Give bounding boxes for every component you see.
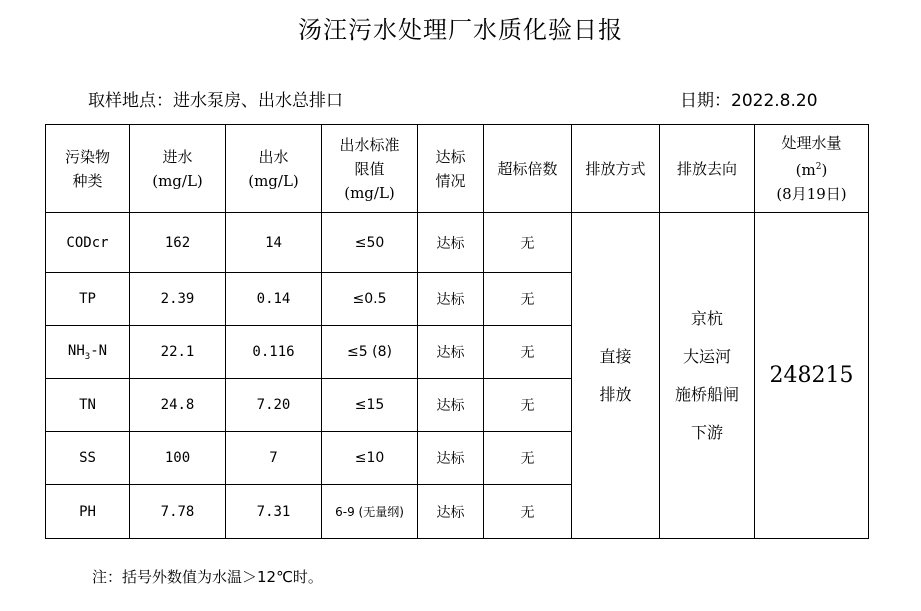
limit-cell: ≤10 bbox=[322, 432, 418, 485]
outflow-cell: 7.31 bbox=[226, 485, 322, 539]
pollutant-cell: PH bbox=[46, 485, 130, 539]
footnote: 注：括号外数值为水温＞12℃时。 bbox=[92, 568, 323, 586]
report-title: 汤汪污水处理厂水质化验日报 bbox=[298, 16, 623, 44]
water-quality-table bbox=[45, 124, 869, 539]
exceed-cell: 无 bbox=[484, 485, 572, 539]
pollutant-cell: SS bbox=[46, 432, 130, 485]
exceed-cell: 无 bbox=[484, 379, 572, 432]
inflow-cell: 22.1 bbox=[130, 326, 226, 379]
inflow-cell: 100 bbox=[130, 432, 226, 485]
discharge-destination-cell: 京杭 大运河 施桥船闸 下游 bbox=[660, 213, 755, 539]
report-date: 日期：2022.8.20 bbox=[680, 91, 818, 111]
pollutant-cell: TN bbox=[46, 379, 130, 432]
header-discharge-destination: 排放去向 bbox=[660, 125, 755, 213]
pollutant-cell: CODcr bbox=[46, 213, 130, 273]
exceed-cell: 无 bbox=[484, 273, 572, 326]
status-cell: 达标 bbox=[418, 213, 484, 273]
outflow-cell: 7.20 bbox=[226, 379, 322, 432]
exceed-cell: 无 bbox=[484, 213, 572, 273]
header-status: 达标 情况 bbox=[418, 125, 484, 213]
header-exceed: 超标倍数 bbox=[484, 125, 572, 213]
status-cell: 达标 bbox=[418, 326, 484, 379]
header-limit: 出水标准 限值 (mg/L) bbox=[322, 125, 418, 213]
outflow-cell: 0.116 bbox=[226, 326, 322, 379]
inflow-cell: 162 bbox=[130, 213, 226, 273]
header-volume: 处理水量 $(m^2)$ (8月19日) bbox=[755, 125, 869, 213]
discharge-mode-cell: 直接 排放 bbox=[572, 213, 660, 539]
treated-volume-cell: 248215 bbox=[755, 213, 869, 539]
header-discharge-mode: 排放方式 bbox=[572, 125, 660, 213]
exceed-cell: 无 bbox=[484, 326, 572, 379]
limit-cell: ≤15 bbox=[322, 379, 418, 432]
header-row bbox=[46, 125, 869, 213]
outflow-cell: 0.14 bbox=[226, 273, 322, 326]
status-cell: 达标 bbox=[418, 379, 484, 432]
limit-cell: ≤0.5 bbox=[322, 273, 418, 326]
sampling-location: 取样地点：进水泵房、出水总排口 bbox=[88, 91, 343, 111]
limit-cell: 6-9 (无量纲) bbox=[322, 485, 418, 539]
header-pollutant: 污染物 种类 bbox=[46, 125, 130, 213]
header-inflow: 进水 (mg/L) bbox=[130, 125, 226, 213]
header-outflow: 出水 (mg/L) bbox=[226, 125, 322, 213]
inflow-cell: 7.78 bbox=[130, 485, 226, 539]
limit-cell: ≤50 bbox=[322, 213, 418, 273]
exceed-cell: 无 bbox=[484, 432, 572, 485]
inflow-cell: 2.39 bbox=[130, 273, 226, 326]
pollutant-cell: $NH_3-N$ bbox=[46, 326, 130, 379]
limit-cell: ≤5 (8) bbox=[322, 326, 418, 379]
outflow-cell: 14 bbox=[226, 213, 322, 273]
pollutant-cell: TP bbox=[46, 273, 130, 326]
status-cell: 达标 bbox=[418, 432, 484, 485]
status-cell: 达标 bbox=[418, 273, 484, 326]
status-cell: 达标 bbox=[418, 485, 484, 539]
table-row bbox=[46, 213, 869, 273]
outflow-cell: 7 bbox=[226, 432, 322, 485]
inflow-cell: 24.8 bbox=[130, 379, 226, 432]
